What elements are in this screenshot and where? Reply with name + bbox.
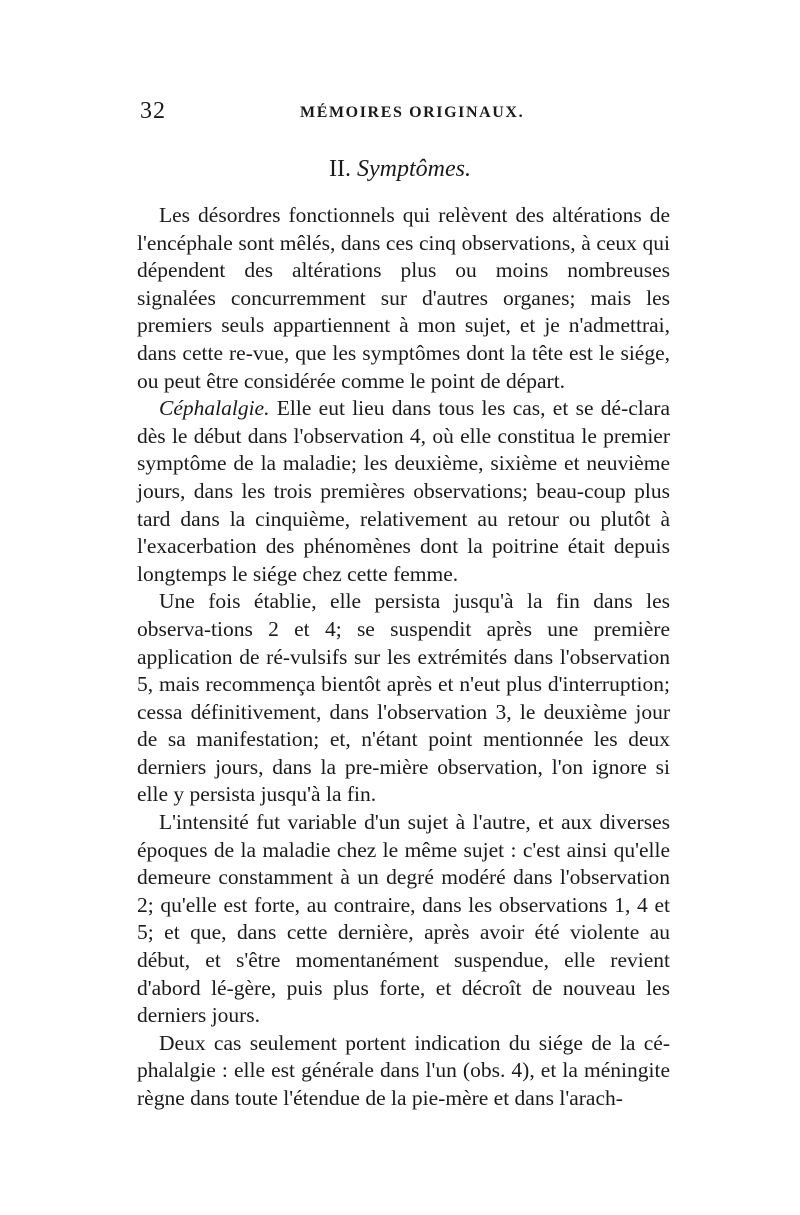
running-title: MÉMOIRES ORIGINAUX. (300, 104, 525, 121)
section-number: II. (329, 156, 351, 182)
paragraph-5 (137, 1030, 670, 1113)
paragraph-text: Deux cas seulement portent indication du siége de la cé-phalalgie : elle est générale dans l'un (obs. 4), et la méningite règne dans toute l'étendue de la pie-mère et dans l'arach- (137, 1030, 670, 1110)
paragraph-2 (137, 395, 670, 588)
body-text (137, 202, 670, 1113)
paragraph-text: L'intensité fut variable d'un sujet à l'autre, et aux diverses époques de la maladie chez le même sujet : c'est ainsi qu'elle demeure constamment à un degré modéré dans l'observation 2; qu'elle est forte, au contraire, dans les observations 1, 4 et 5; et que, dans cette dernière, après avoir été violente au début, et s'être momentanément suspendue, elle revient d'abord lé-gère, puis plus forte, et décroît de nouveau les derniers jours. (137, 810, 670, 1028)
paragraph-text: Une fois établie, elle persista jusqu'à la fin dans les observa-tions 2 et 4; se suspendit après une première application de ré-vulsifs sur les extrémités dans l'observation 5, mais recommença bientôt après et n'eut plus d'interruption; cessa définitivement, dans l'observation 3, le deuxième jour de sa manifestation; et, n'étant point mentionnée les deux derniers jours, dans la pre-mière observation, l'on ignore si elle y persista jusqu'à la fin. (137, 589, 670, 807)
paragraph-4 (137, 809, 670, 1030)
paragraph-text: Elle eut lieu dans tous les cas, et se dé-clara dès le début dans l'observation 4, où elle constitua le premier symptôme de la maladie; les deuxième, sixième et neuvième jours, dans les trois premières observations; beau-coup plus tard dans la cinquième, relativement au retour ou plutôt à l'exacerbation des phénomènes dont la poitrine était depuis longtemps le siége chez cette femme. (137, 396, 670, 586)
paragraph-3 (137, 588, 670, 809)
paragraph-text: Les désordres fonctionnels qui relèvent des altérations de l'encéphale sont mêlés, dans ces cinq observations, à ceux qui dépendent des altérations plus ou moins nombreuses signalées concurremment sur d'autres organes; mais les premiers seuls appartiennent à mon sujet, et je n'admettrai, dans cette re-vue, que les symptômes dont la tête est le siége, ou peut être considérée comme le point de départ. (137, 203, 670, 393)
paragraph-1 (137, 202, 670, 395)
section-title: Symptômes. (357, 156, 471, 182)
page-number: 32 (140, 98, 166, 124)
section-heading (0, 156, 800, 183)
paragraph-lead: Céphalalgie. (159, 396, 270, 421)
running-head (0, 98, 800, 128)
